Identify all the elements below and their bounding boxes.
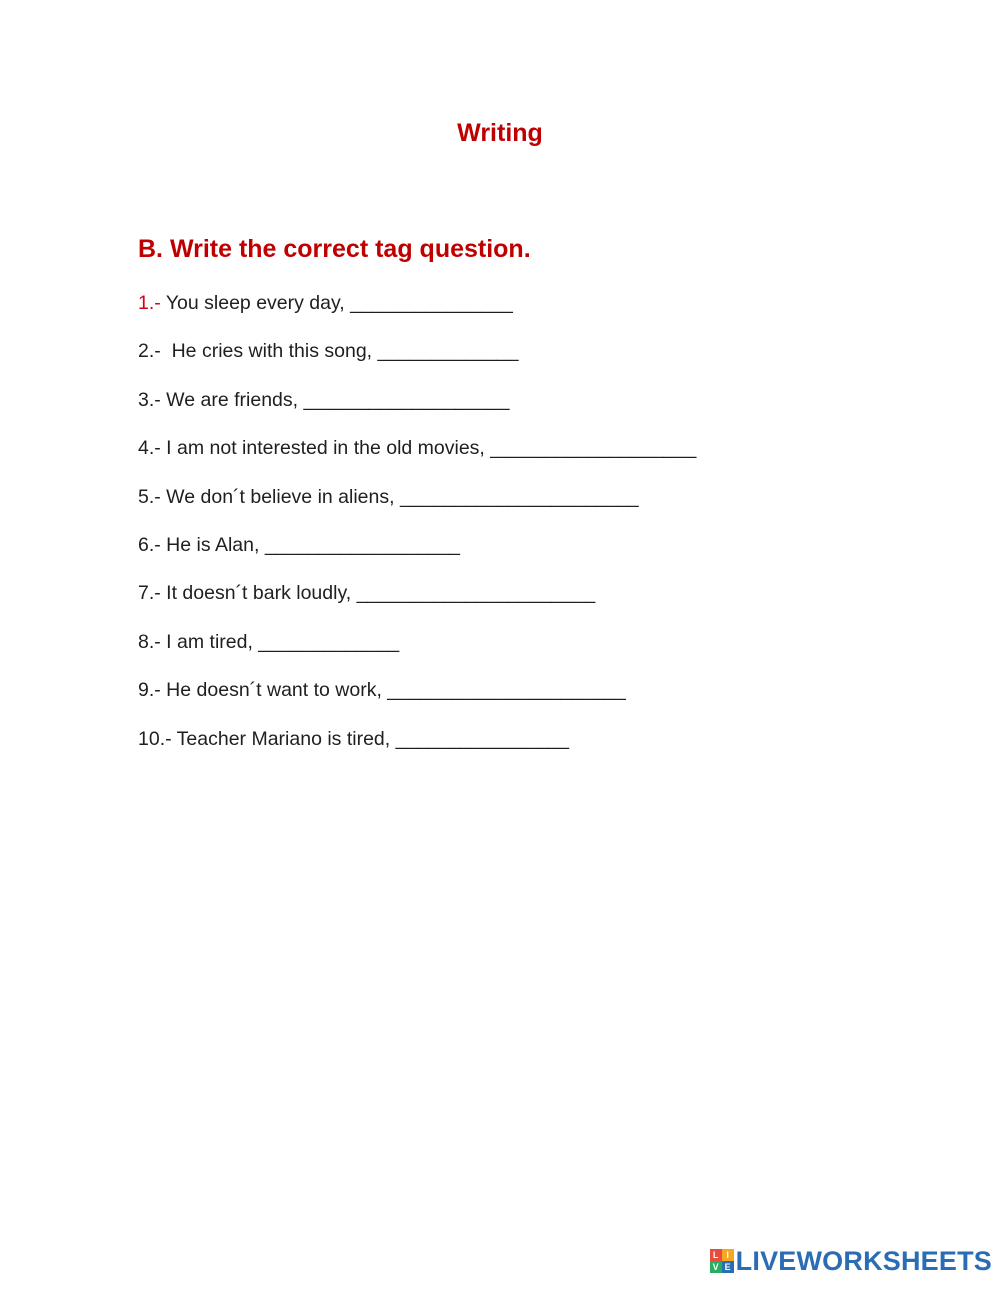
item-number: 4.- [138, 437, 161, 460]
exercise-item [138, 288, 696, 336]
item-text: He cries with this song, _____________ [160, 340, 519, 363]
item-text: You sleep every day, _______________ [160, 292, 513, 314]
exercise-item [138, 627, 696, 675]
item-number: 9.- [138, 679, 161, 702]
exercise-list [138, 288, 696, 772]
logo-mark-letter: I [722, 1249, 734, 1261]
item-text: We are friends, ___________________ [160, 388, 510, 411]
exercise-item [138, 482, 696, 530]
exercise-item [138, 724, 696, 772]
exercise-item [138, 675, 696, 723]
item-text: He doesn´t want to work, ______________________ [160, 679, 626, 702]
exercise-item [138, 336, 696, 384]
item-number: 1.- [138, 292, 161, 314]
logo-mark-letter: V [710, 1261, 722, 1273]
logo-mark-letter: L [710, 1249, 722, 1261]
item-number: 10.- [138, 727, 172, 750]
liveworksheets-logo [710, 1245, 992, 1277]
worksheet-title: Writing [457, 119, 543, 147]
item-text: It doesn´t bark loudly, ______________________ [160, 582, 596, 605]
item-number: 8.- [138, 630, 161, 653]
item-text: I am tired, _____________ [160, 630, 400, 653]
item-text: Teacher Mariano is tired, ________________ [171, 727, 570, 750]
item-number: 3.- [138, 388, 161, 411]
exercise-item [138, 530, 696, 578]
exercise-item [138, 433, 696, 481]
logo-mark-letter: E [722, 1261, 734, 1273]
exercise-instruction: B. Write the correct tag question. [138, 235, 531, 263]
exercise-item [138, 385, 696, 433]
item-number: 7.- [138, 582, 161, 605]
item-number: 2.- [138, 340, 161, 363]
item-text: We don´t believe in aliens, ______________________ [160, 485, 639, 508]
item-text: I am not interested in the old movies, ___________________ [160, 437, 697, 460]
liveworksheets-brand: LIVEWORKSHEETS [735, 1246, 992, 1276]
item-number: 6.- [138, 533, 161, 556]
item-text: He is Alan, __________________ [160, 533, 461, 556]
exercise-item [138, 578, 696, 626]
item-number: 5.- [138, 485, 161, 508]
liveworksheets-mark-icon [710, 1249, 734, 1273]
